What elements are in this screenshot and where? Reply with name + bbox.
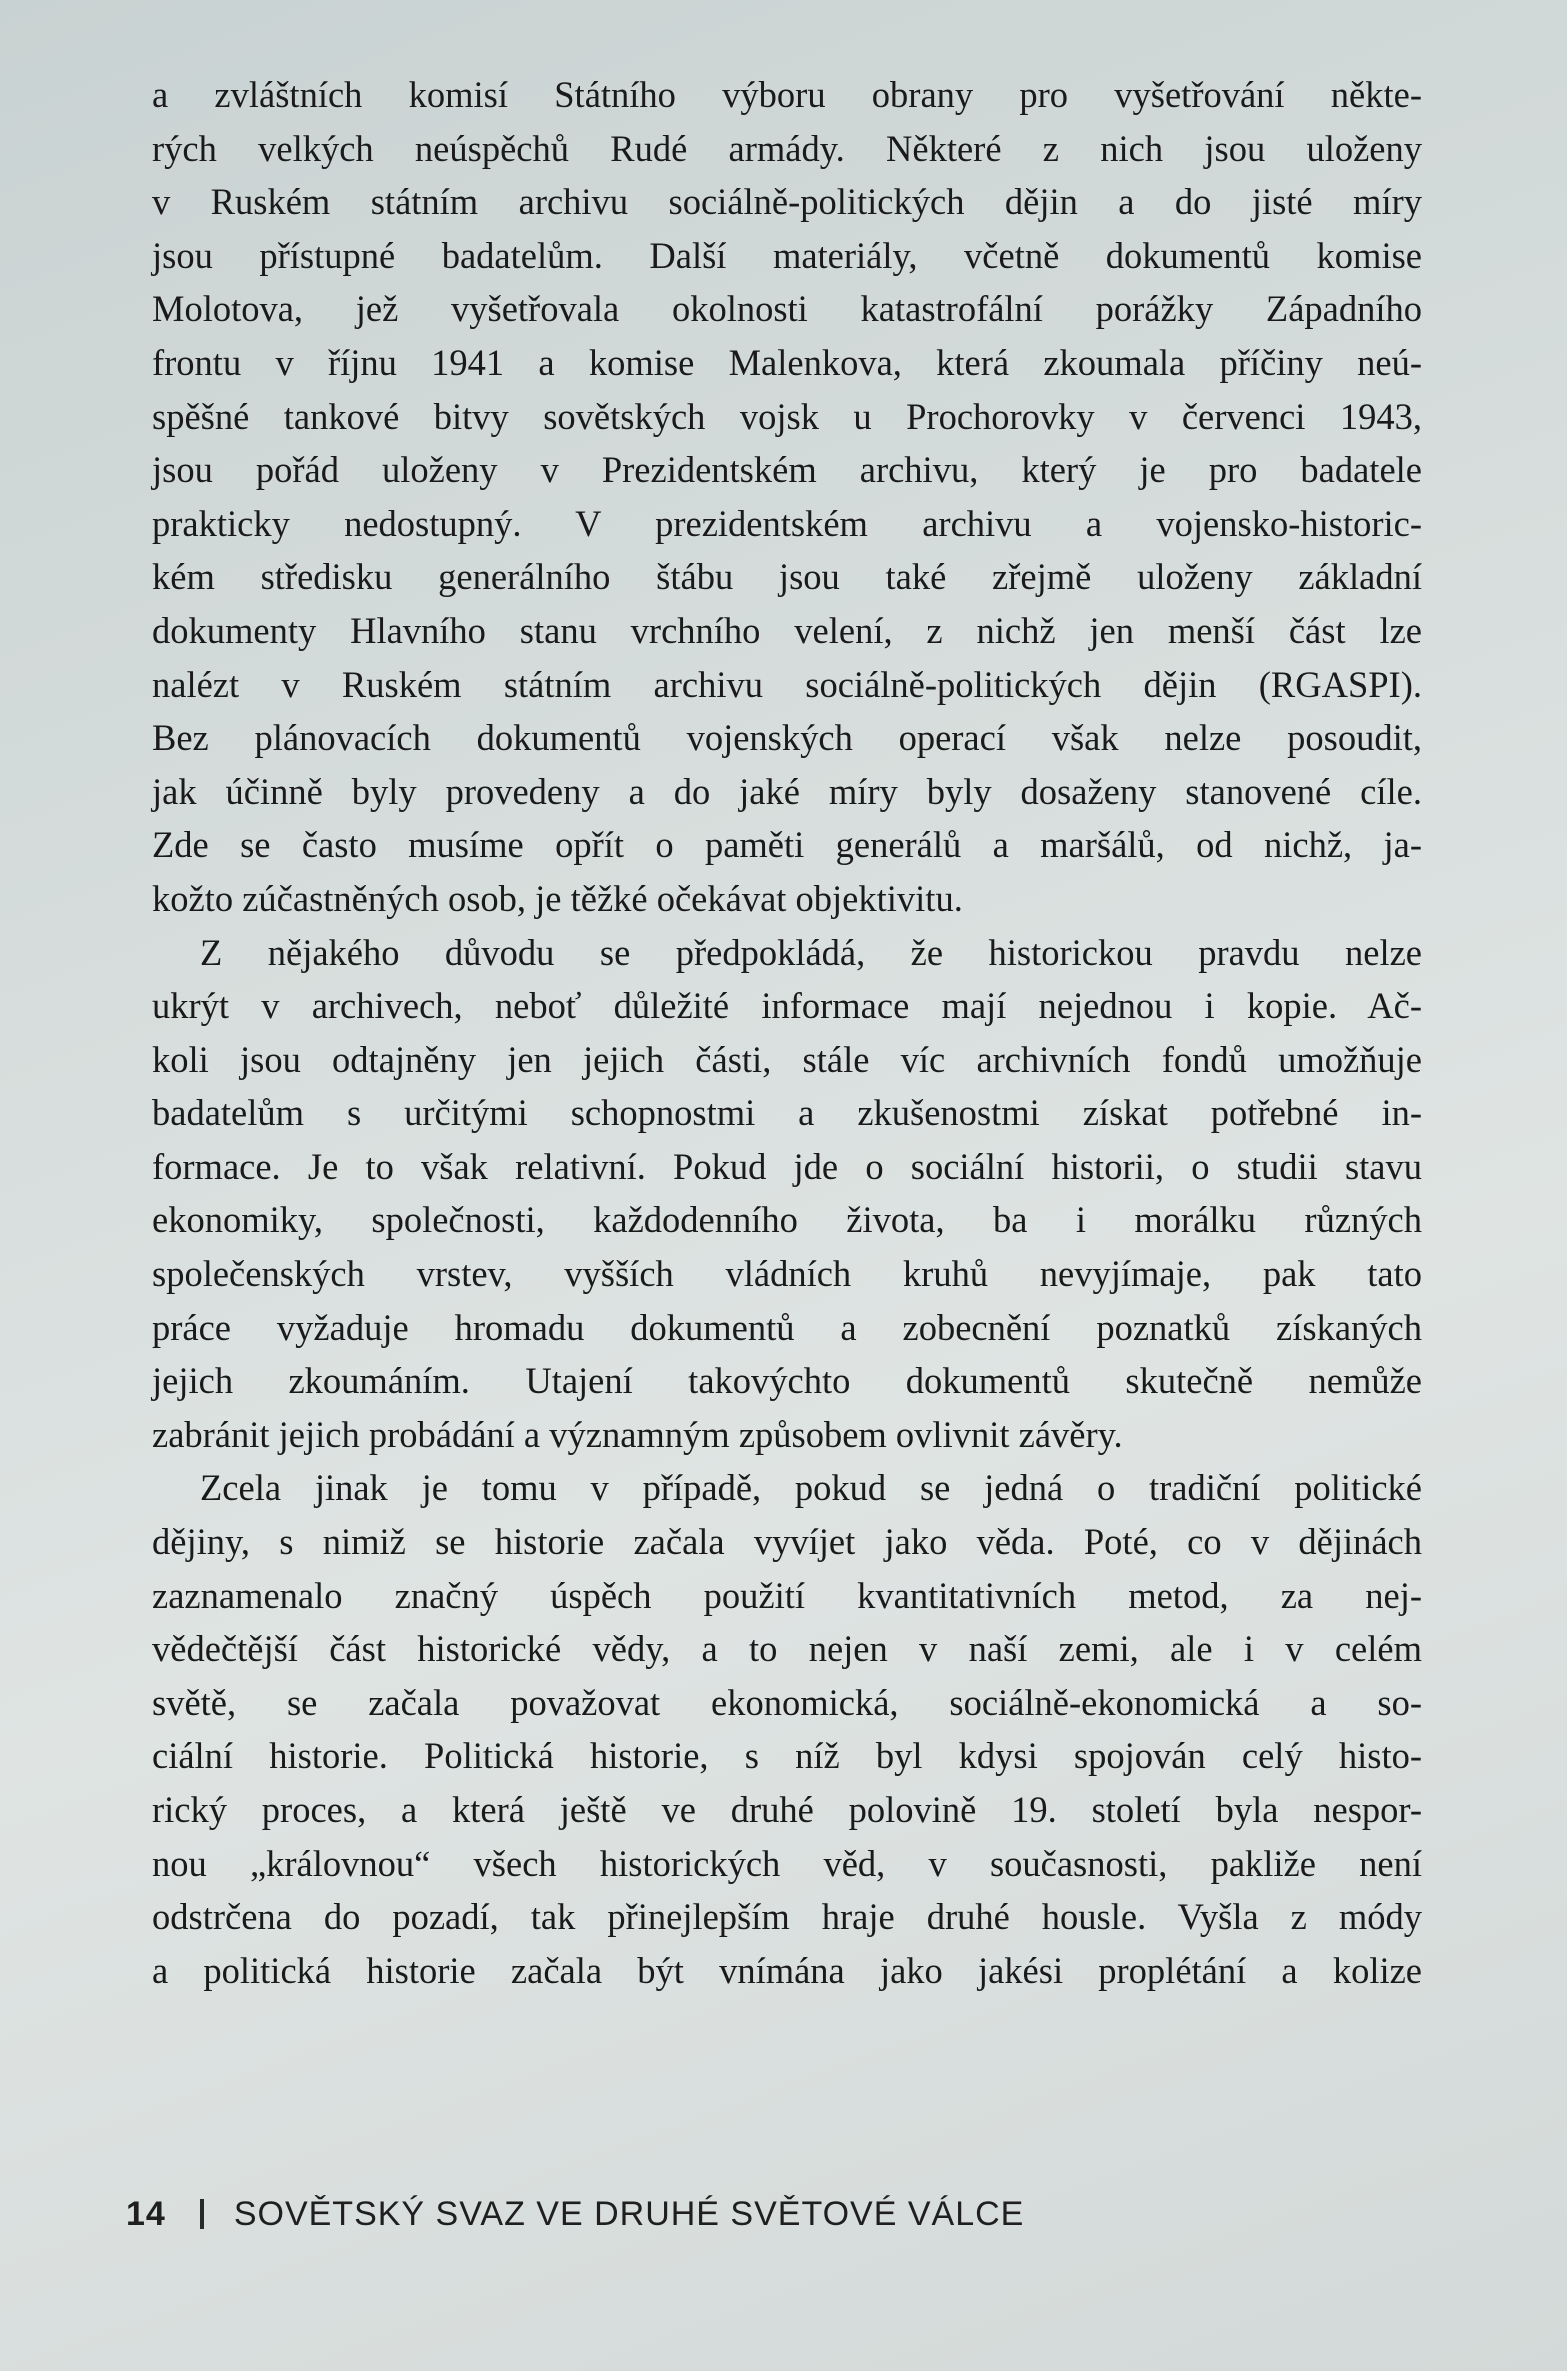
text-line: kém středisku generálního štábu jsou také zřejmě uloženy základní (152, 556, 1422, 598)
text-line: koli jsou odtajněny jen jejich části, stále víc archivních fondů umožňuje (152, 1038, 1422, 1080)
text-line: nalézt v Ruském státním archivu sociálně-politických dějin (RGASPI). (152, 663, 1422, 705)
text-line: v Ruském státním archivu sociálně-politických dějin a do jisté míry (152, 181, 1422, 223)
text-line: ekonomiky, společnosti, každodenního života, ba i morálku různých (152, 1199, 1422, 1241)
text-line: ukrýt v archivech, neboť důležité informace mají nejednou i kopie. Ač- (152, 985, 1422, 1027)
text-line: frontu v říjnu 1941 a komise Malenkova, která zkoumala příčiny neú- (152, 341, 1422, 383)
text-line: a zvláštních komisí Státního výboru obrany pro vyšetřování někte- (152, 74, 1422, 115)
text-line: formace. Je to však relativní. Pokud jde o sociální historii, o studii stavu (152, 1145, 1422, 1187)
text-line: dějiny, s nimiž se historie začala vyvíjet jako věda. Poté, co v dějinách (152, 1521, 1422, 1563)
text-line: Zcela jinak je tomu v případě, pokud se jedná o tradiční politické (200, 1467, 1422, 1509)
text-line: rický proces, a která ještě ve druhé polovině 19. století byla nespor- (152, 1789, 1422, 1830)
text-line: jsou přístupné badatelům. Další materiály, včetně dokumentů komise (152, 234, 1422, 276)
footer-separator (200, 2199, 204, 2229)
text-line: kožto zúčastněných osob, je těžké očekávat objektivitu. (152, 877, 963, 919)
text-line: odstrčena do pozadí, tak přinejlepším hraje druhé housle. Vyšla z módy (152, 1896, 1422, 1938)
text-line: spěšné tankové bitvy sovětských vojsk u Prochorovky v červenci 1943, (152, 395, 1422, 437)
text-line: světě, se začala považovat ekonomická, sociálně-ekonomická a so- (152, 1681, 1422, 1723)
text-line: Zde se často musíme opřít o paměti generálů a maršálů, od nichž, ja- (152, 824, 1422, 866)
text-line: Z nějakého důvodu se předpokládá, že historickou pravdu nelze (200, 931, 1422, 973)
paragraph-2 (152, 926, 1422, 1462)
text-line: jejich zkoumáním. Utajení takovýchto dokumentů skutečně nemůže (152, 1360, 1422, 1402)
paragraph-1 (152, 68, 1422, 926)
text-line: dokumenty Hlavního stanu vrchního velení, z nichž jen menší část lze (152, 609, 1422, 651)
text-line: ciální historie. Politická historie, s níž byl kdysi spojován celý histo- (152, 1735, 1422, 1777)
text-line: prakticky nedostupný. V prezidentském archivu a vojensko-historic- (152, 502, 1422, 544)
text-line: nou „královnou“ všech historických věd, v současnosti, pakliže není (152, 1842, 1422, 1884)
text-line: Bez plánovacích dokumentů vojenských operací však nelze posoudit, (152, 717, 1422, 759)
text-line: práce vyžaduje hromadu dokumentů a zobecnění poznatků získaných (152, 1306, 1422, 1348)
body-text (152, 68, 1422, 1997)
text-line: a politická historie začala být vnímána jako jakési proplétání a kolize (152, 1949, 1422, 1991)
page-footer (126, 2190, 1024, 2238)
text-line: jsou pořád uloženy v Prezidentském archivu, který je pro badatele (152, 449, 1422, 491)
text-line: společenských vrstev, vyšších vládních kruhů nevyjímaje, pak tato (152, 1253, 1422, 1295)
text-line: jak účinně byly provedeny a do jaké míry byly dosaženy stanovené cíle. (152, 770, 1422, 812)
text-line: vědečtější část historické vědy, a to nejen v naší zemi, ale i v celém (152, 1628, 1422, 1670)
running-title: SOVĚTSKÝ SVAZ VE DRUHÉ SVĚTOVÉ VÁLCE (233, 2194, 1025, 2233)
text-line: badatelům s určitými schopnostmi a zkušenostmi získat potřebné in- (152, 1092, 1422, 1134)
paragraph-3 (152, 1461, 1422, 1997)
text-line: zaznamenalo značný úspěch použití kvantitativních metod, za nej- (152, 1574, 1422, 1616)
text-line: Molotova, jež vyšetřovala okolnosti katastrofální porážky Západního (152, 288, 1422, 330)
page-number: 14 (126, 2194, 166, 2233)
text-line: rých velkých neúspěchů Rudé armády. Některé z nich jsou uloženy (152, 127, 1422, 169)
text-line: zabránit jejich probádání a významným způsobem ovlivnit závěry. (152, 1413, 1123, 1455)
